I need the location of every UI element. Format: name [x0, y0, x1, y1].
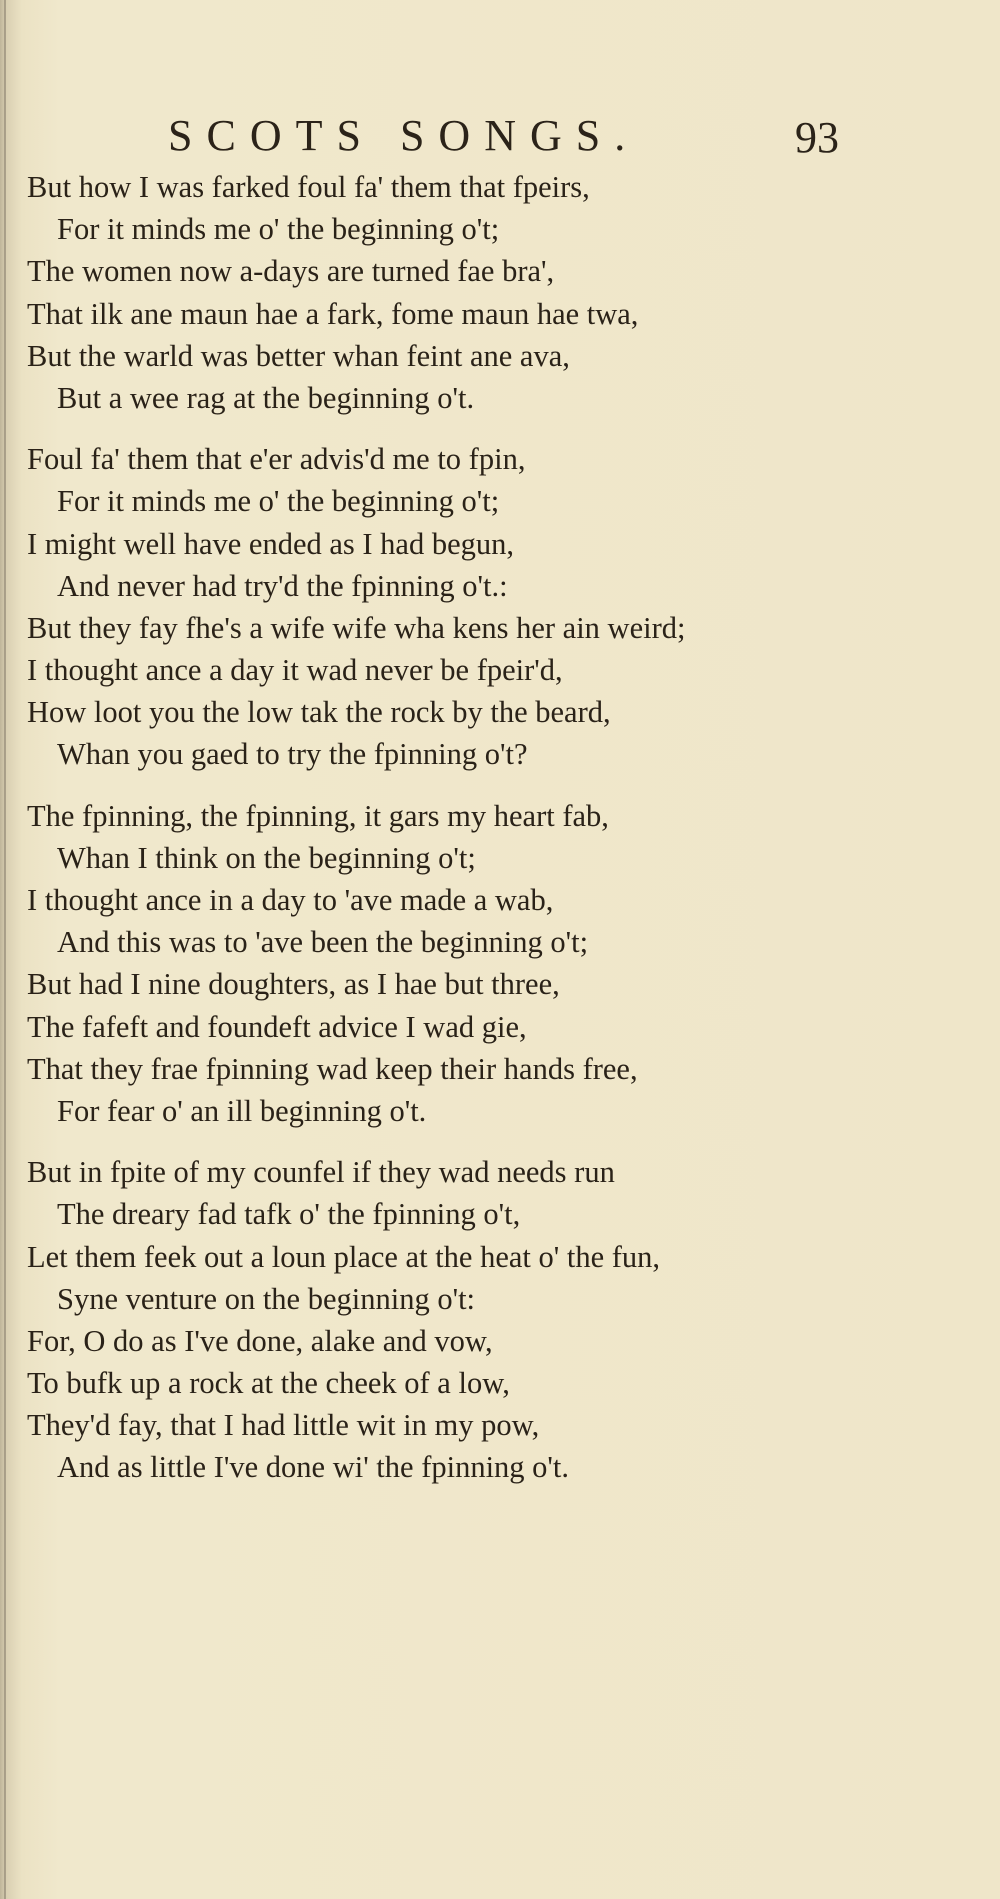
poem-line: Whan I think on the beginning o't; [57, 840, 476, 875]
poem-line: I might well have ended as I had begun, [27, 526, 515, 561]
page-header [0, 110, 1000, 160]
poem-line: I thought ance in a day to 'ave made a wab, [27, 883, 554, 917]
poem-line: Foul fa' them that e'er advis'd me to fpin, [27, 442, 526, 477]
poem-line: They'd fay, that I had little wit in my pow, [27, 1408, 540, 1443]
stanza [0, 795, 1000, 1133]
stanza [0, 438, 1000, 776]
poem-line: The fafeft and foundeft advice I wad gie, [27, 1009, 527, 1044]
poem-line: To bufk up a rock at the cheek of a low, [27, 1366, 510, 1401]
running-head: SCOTS SONGS. [168, 111, 640, 160]
poem-line: The fpinning, the fpinning, it gars my heart fab, [27, 798, 609, 833]
poem-line: And this was to 'ave been the beginning o't; [57, 925, 589, 960]
poem-line: For, O do as I've done, alake and vow, [27, 1323, 493, 1358]
poem-line: But had I nine doughters, as I hae but three, [27, 967, 560, 1002]
stanza [0, 166, 1000, 419]
poem-body [0, 166, 1000, 1508]
poem-line: Whan you gaed to try the fpinning o't? [57, 737, 528, 772]
poem-line: How loot you the low tak the rock by the beard, [27, 695, 611, 730]
poem-line: For fear o' an ill beginning o't. [57, 1093, 427, 1128]
stanza [0, 1151, 1000, 1489]
poem-line: That ilk ane maun hae a fark, fome maun hae twa, [27, 296, 639, 331]
poem-line: But a wee rag at the beginning o't. [57, 380, 475, 415]
poem-line: Let them feek out a loun place at the heat o' the fun, [27, 1239, 661, 1274]
poem-line: The women now a-days are turned fae bra', [27, 254, 555, 289]
poem-line: And as little I've done wi' the fpinning o't. [57, 1450, 570, 1485]
poem-line: But the warld was better whan feint ane ava, [27, 338, 570, 373]
poem-line: But in fpite of my counfel if they wad needs run [27, 1155, 615, 1190]
page-number: 93 [795, 113, 839, 162]
poem-line: That they frae fpinning wad keep their hands free, [27, 1051, 638, 1086]
poem-line: But they fay fhe's a wife wife wha kens her ain weird; [27, 610, 686, 645]
poem-line: But how I was farked foul fa' them that fpeirs, [27, 170, 590, 204]
poem-line: And never had try'd the fpinning o't.: [57, 568, 508, 603]
poem-line: For it minds me o' the beginning o't; [57, 212, 500, 247]
poem-line: For it minds me o' the beginning o't; [57, 484, 500, 519]
poem-line: The dreary fad tafk o' the fpinning o't, [57, 1197, 521, 1232]
poem-line: Syne venture on the beginning o't: [57, 1281, 476, 1316]
poem-line: I thought ance a day it wad never be fpeir'd, [27, 653, 563, 688]
